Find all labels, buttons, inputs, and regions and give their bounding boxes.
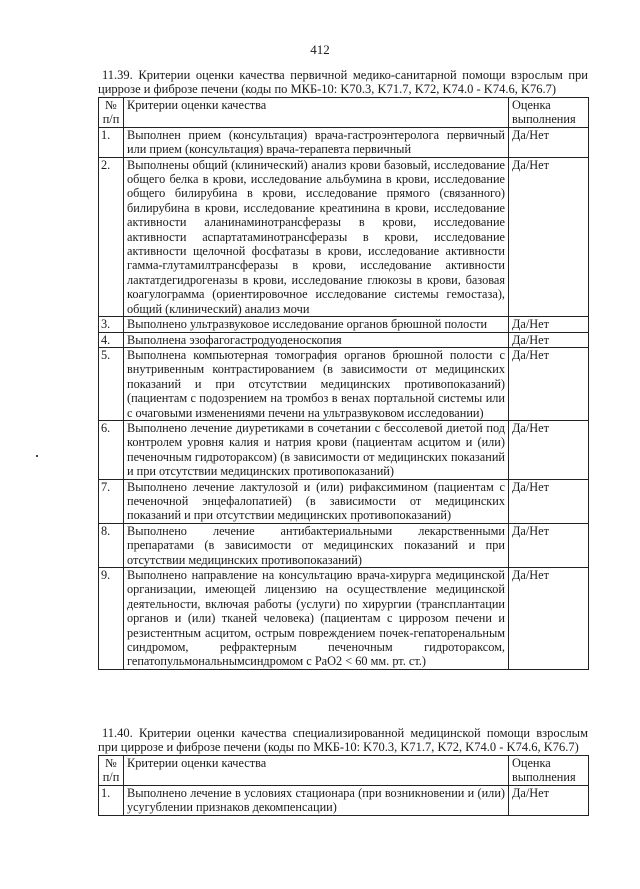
- criterion-text: Выполнено лечение в условиях стационара (при возникновении и (или) усугублении признаков декомпенсации): [124, 785, 509, 815]
- criterion-text: Выполнено ультразвуковое исследование органов брюшной полости: [124, 317, 509, 332]
- section-11-40: [98, 726, 588, 816]
- row-number: 8.: [99, 523, 124, 567]
- criterion-text: Выполнено лечение антибактериальными лекарственными препаратами (в зависимости от медицинских показаний и при отсутствии медицинских противопоказаний): [124, 523, 509, 567]
- table-row: [99, 157, 589, 316]
- header-criteria: Критерии оценки качества: [124, 98, 509, 128]
- table-row: [99, 568, 589, 670]
- header-grade: Оценка выполнения: [509, 756, 589, 786]
- section-title: 11.40. Критерии оценки качества специализированной медицинской помощи взрослым при циррозе и фиброзе печени (коды по МКБ-10: K70.3, K71.7, K72, K74.0 - K74.6, K76.7): [98, 726, 588, 754]
- row-number: 7.: [99, 479, 124, 523]
- table-row: [99, 317, 589, 332]
- row-number: 4.: [99, 332, 124, 347]
- table-row: [99, 479, 589, 523]
- grade-cell: Да/Нет: [509, 157, 589, 316]
- criterion-text: Выполнено лечение диуретиками в сочетании с бессолевой диетой под контролем уровня калия и натрия крови (пациентам асцитом и (или) печеночным гидротораксом) (в зависимости от медицинских показаний и при отсутствии медицинских противопоказаний): [124, 420, 509, 479]
- criteria-table: [98, 755, 589, 816]
- row-number: 3.: [99, 317, 124, 332]
- header-num: № п/п: [99, 756, 124, 786]
- table-row: [99, 347, 589, 420]
- grade-cell: Да/Нет: [509, 568, 589, 670]
- row-number: 1.: [99, 785, 124, 815]
- row-number: 5.: [99, 347, 124, 420]
- row-number: 6.: [99, 420, 124, 479]
- grade-cell: Да/Нет: [509, 420, 589, 479]
- table-row: [99, 785, 589, 815]
- criterion-text: Выполнено направление на консультацию врача-хирурга медицинской организации, имеющей лицензию на осуществление медицинской деятельности, включая работы (услуги) по хирургии (трансплантации органов и (или) тканей человека) (пациентам с циррозом печени и резистентным асцитом, острым повреждением почек-гепаторенальным синдромом, рефрактерным печеночным гидротораксом, гепатопульмональнымсиндромом с PaO2 < 60 мм. рт. ст.): [124, 568, 509, 670]
- criteria-table: [98, 97, 589, 670]
- table-row: [99, 523, 589, 567]
- grade-cell: Да/Нет: [509, 127, 589, 157]
- header-num: № п/п: [99, 98, 124, 128]
- grade-cell: Да/Нет: [509, 332, 589, 347]
- grade-cell: Да/Нет: [509, 523, 589, 567]
- header-grade: Оценка выполнения: [509, 98, 589, 128]
- grade-cell: Да/Нет: [509, 785, 589, 815]
- header-criteria: Критерии оценки качества: [124, 756, 509, 786]
- scan-speck: [36, 455, 38, 457]
- table-row: [99, 332, 589, 347]
- table-header-row: [99, 756, 589, 786]
- criterion-text: Выполнены общий (клинический) анализ крови базовый, исследование общего белка в крови, исследование альбумина в крови, исследование общего билирубина в крови, исследование прямого (связанного) билирубина в крови, исследование креатинина в крови, исследование активности аланинаминотрансферазы в крови, исследование активности аспартатаминотрансферазы в крови, исследование активности щелочной фосфатазы в крови, исследование активности гамма-глутамилтрансферазы в крови, исследование активности лактатдегидрогеназы в крови, исследование глюкозы в крови, базовая коагулограмма (ориентировочное исследование системы гемостаза), общий (клинический) анализ мочи: [124, 157, 509, 316]
- grade-cell: Да/Нет: [509, 347, 589, 420]
- table-row: [99, 420, 589, 479]
- row-number: 1.: [99, 127, 124, 157]
- section-title: 11.39. Критерии оценки качества первичной медико-санитарной помощи взрослым при циррозе и фиброзе печени (коды по МКБ-10: K70.3, K71.7, K72, K74.0 - K74.6, K76.7): [98, 68, 588, 96]
- row-number: 9.: [99, 568, 124, 670]
- row-number: 2.: [99, 157, 124, 316]
- grade-cell: Да/Нет: [509, 317, 589, 332]
- section-11-39: [98, 68, 588, 670]
- criterion-text: Выполнен прием (консультация) врача-гастроэнтеролога первичный или прием (консультация) врача-терапевта первичный: [124, 127, 509, 157]
- criterion-text: Выполнена эзофагогастродуоденоскопия: [124, 332, 509, 347]
- table-header-row: [99, 98, 589, 128]
- criterion-text: Выполнена компьютерная томография органов брюшной полости с внутривенным контрастированием (в зависимости от медицинских показаний и при отсутствии медицинских противопоказаний) (пациентам с подозрением на тромбоз в венах портальной системы или с очаговыми изменениями печени на ультразвуковом исследовании): [124, 347, 509, 420]
- grade-cell: Да/Нет: [509, 479, 589, 523]
- table-row: [99, 127, 589, 157]
- page-number: 412: [310, 42, 330, 57]
- criterion-text: Выполнено лечение лактулозой и (или) рифаксимином (пациентам с печеночной энцефалопатией) (в зависимости от медицинских показаний и при отсутствии медицинских противопоказаний): [124, 479, 509, 523]
